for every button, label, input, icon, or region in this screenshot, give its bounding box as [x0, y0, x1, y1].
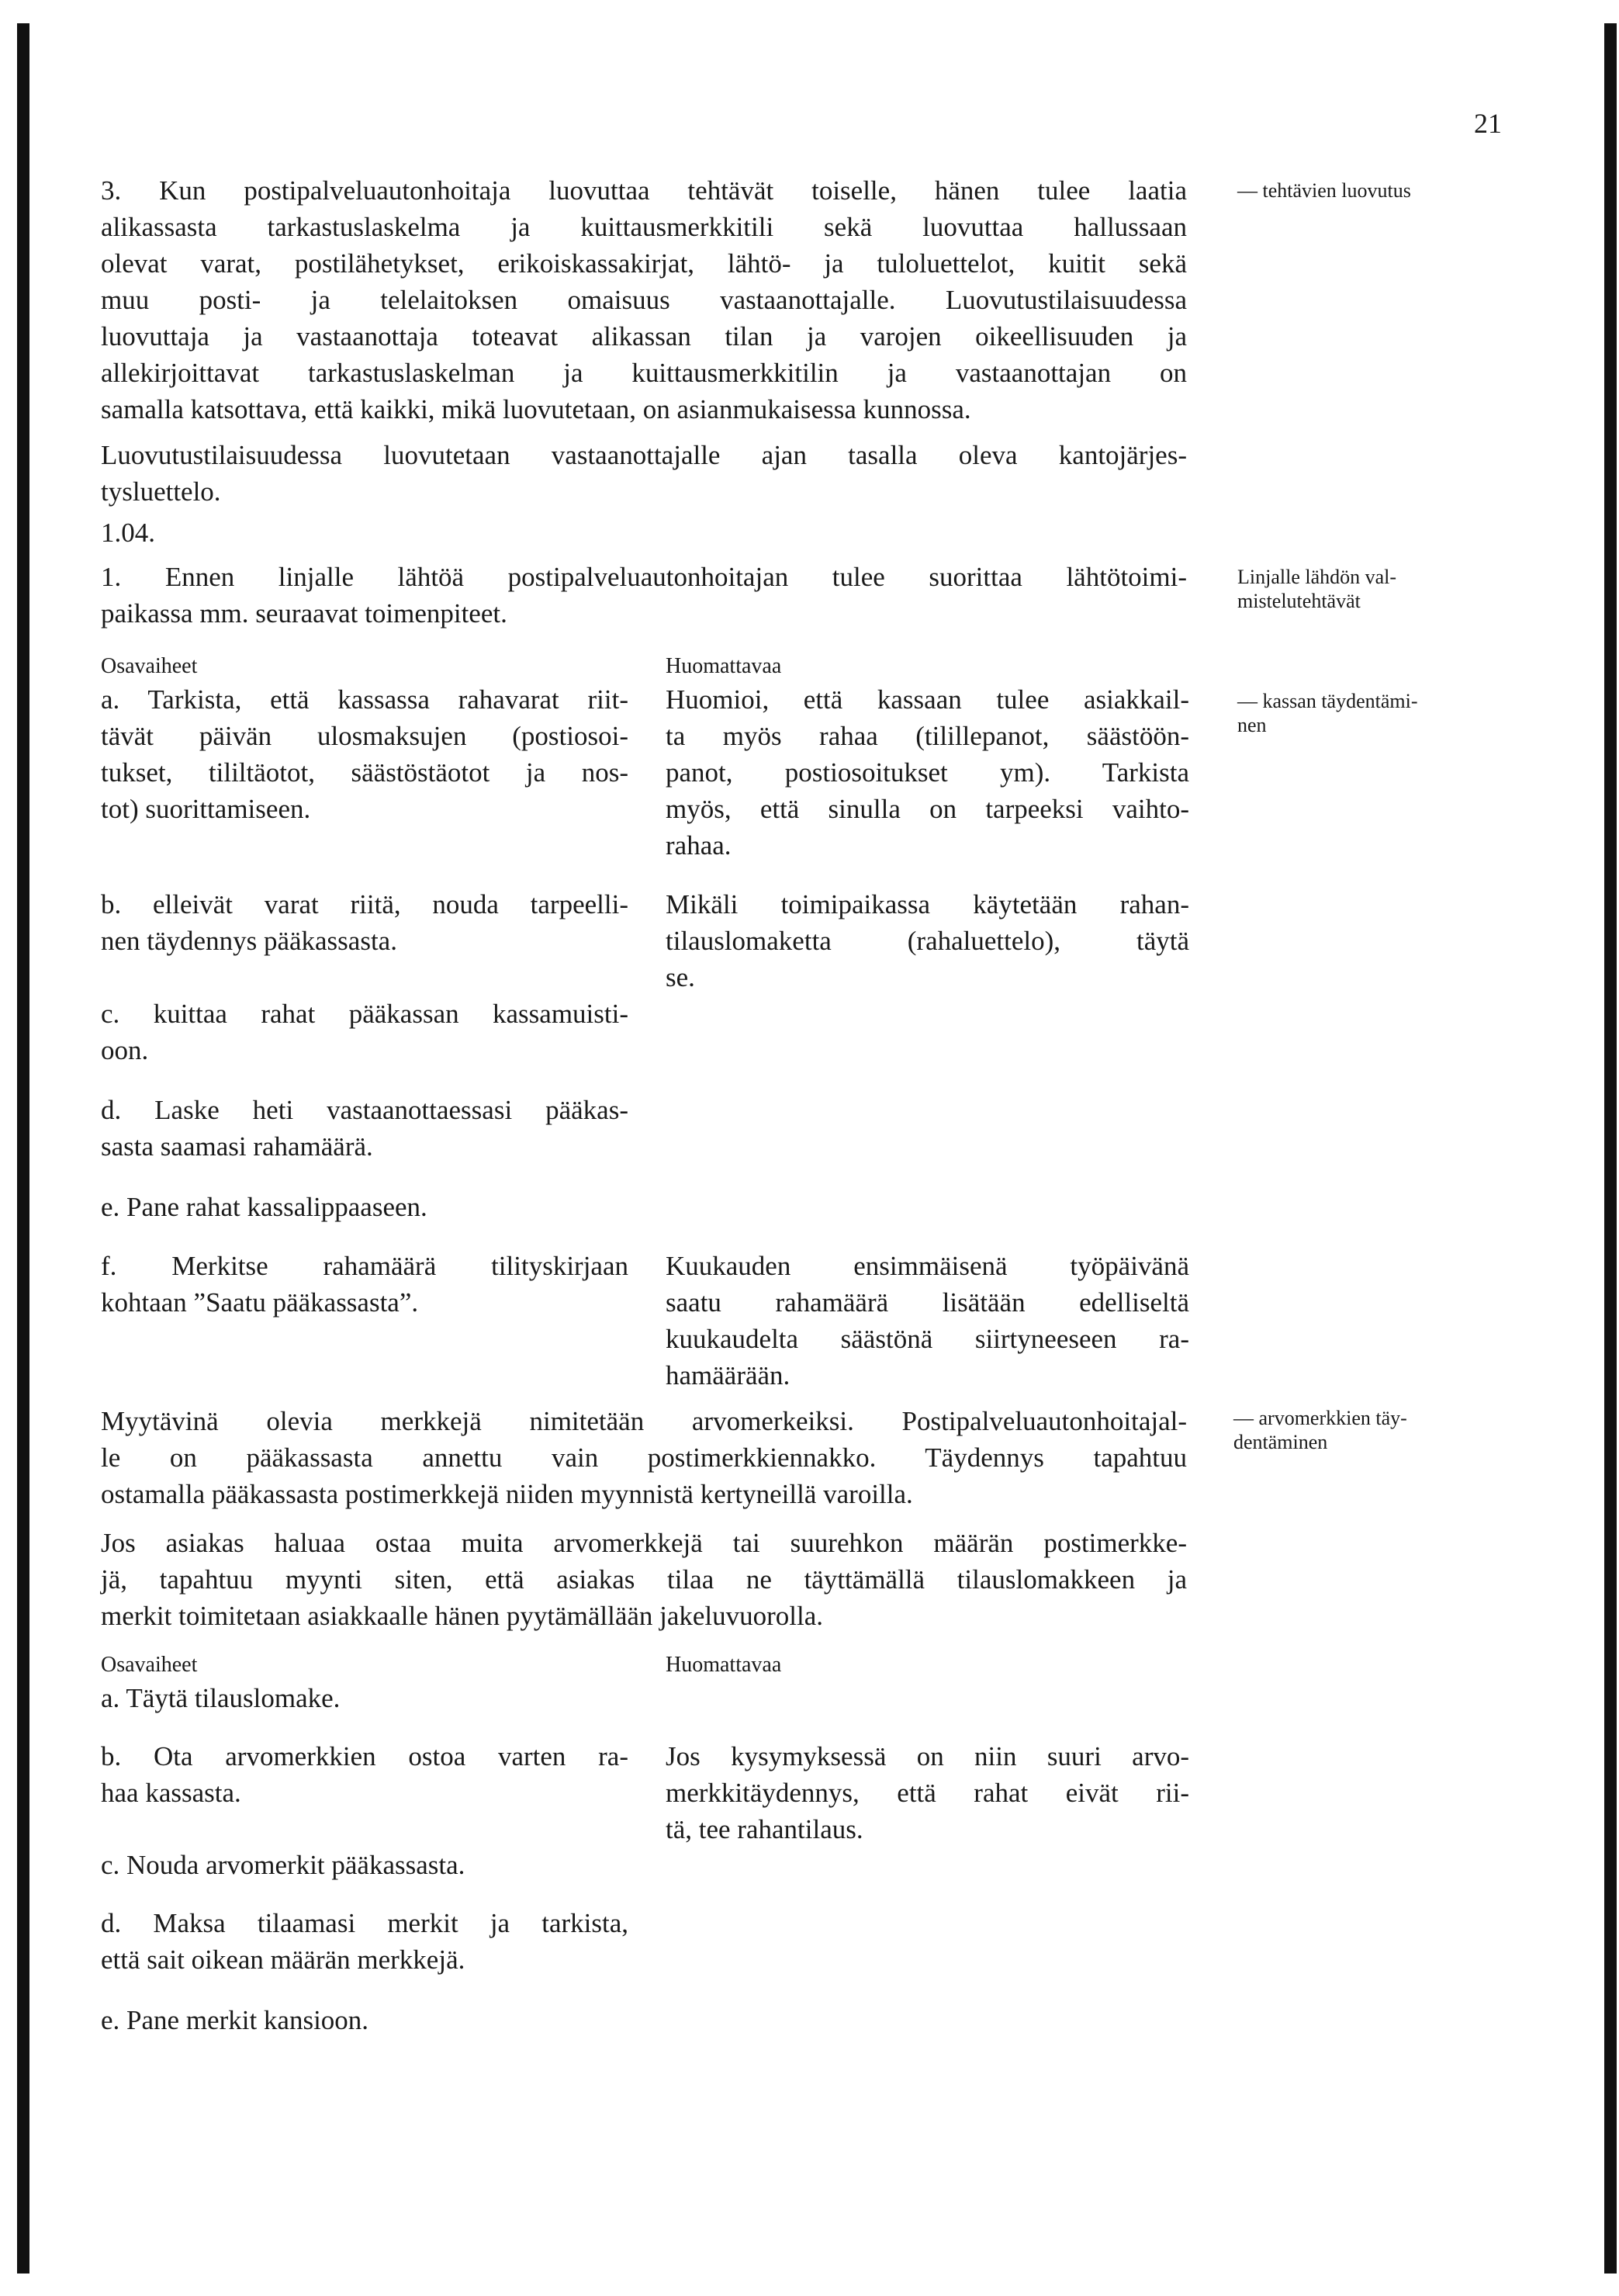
table-2-step-b	[101, 1738, 628, 1811]
margin-note-line: — kassan täydentämi-	[1237, 690, 1418, 712]
text-line: d. Laske heti vastaanottaessasi pääkas-	[101, 1095, 628, 1125]
margin-note-line: Linjalle lähdön val-	[1237, 566, 1397, 588]
margin-note-handover: — tehtävien luovutus	[1237, 179, 1411, 202]
text-line: muu posti- ja telelaitoksen omaisuus vastaanottajalle. Luovutustilaisuudessa	[101, 285, 1187, 315]
text-line: merkkitäydennys, että rahat eivät rii-	[666, 1778, 1189, 1808]
text-line: haa kassasta.	[101, 1778, 241, 1808]
stamps-paragraph	[101, 1403, 1187, 1512]
text-line: d. Maksa tilaamasi merkit ja tarkista,	[101, 1908, 628, 1938]
text-line: Jos asiakas haluaa ostaa muita arvomerkkejä tai suurehkon määrän postimerkke-	[101, 1528, 1187, 1558]
text-line: oon.	[101, 1035, 149, 1065]
text-line: a. Tarkista, että kassassa rahavarat riit-	[101, 684, 628, 715]
text-line: le on pääkassasta annettu vain postimerkkiennakko. Täydennys tapahtuu	[101, 1442, 1187, 1473]
table-1-step-f	[101, 1248, 628, 1321]
margin-note-departure	[1237, 565, 1396, 613]
page-number: 21	[1474, 108, 1502, 139]
text-line: merkit toimitetaan asiakkaalle hänen pyytämällään jakeluvuorolla.	[101, 1601, 824, 1631]
text-line: panot, postiosoitukset ym). Tarkista	[666, 757, 1189, 788]
text-line: 3. Kun postipalveluautonhoitaja luovuttaa tehtävät toiselle, hänen tulee laatia	[101, 175, 1187, 206]
text-line: c. kuittaa rahat pääkassan kassamuisti-	[101, 999, 628, 1029]
table-2-step-a	[101, 1680, 628, 1716]
table-1-step-d	[101, 1092, 628, 1165]
text-line: Huomioi, että kassaan tulee asiakkail-	[666, 684, 1189, 715]
text-line: tä, tee rahantilaus.	[666, 1814, 863, 1844]
text-line: f. Merkitse rahamäärä tilityskirjaan	[101, 1251, 628, 1281]
text-line: että sait oikean määrän merkkejä.	[101, 1945, 465, 1975]
text-line: Jos kysymyksessä on niin suuri arvo-	[666, 1741, 1189, 1771]
text-line: e. Pane merkit kansioon.	[101, 2005, 369, 2035]
table-1-step-e	[101, 1189, 628, 1225]
text-line: b. Ota arvomerkkien ostoa varten ra-	[101, 1741, 628, 1771]
text-line: e. Pane rahat kassalippaaseen.	[101, 1192, 427, 1222]
scan-edge-left	[17, 23, 29, 2273]
text-line: tukset, tililtäotot, säästöstäotot ja nos-	[101, 757, 628, 788]
margin-note-line: mistelutehtävät	[1237, 590, 1361, 612]
margin-note-line: — arvomerkkien täy-	[1233, 1407, 1407, 1429]
text-line: luovuttaja ja vastaanottaja toteavat alikassan tilan ja varojen oikeellisuuden ja	[101, 321, 1187, 351]
margin-note-stamp-topup	[1233, 1406, 1407, 1454]
text-line: Mikäli toimipaikassa käytetään rahan-	[666, 889, 1189, 919]
text-line: alikassasta tarkastuslaskelma ja kuittausmerkkitili sekä luovuttaa hallussaan	[101, 212, 1187, 242]
text-line: myös, että sinulla on tarpeeksi vaihto-	[666, 794, 1189, 824]
scan-edge-right	[1604, 23, 1617, 2273]
text-line: sasta saamasi rahamäärä.	[101, 1131, 373, 1162]
text-line: 1. Ennen linjalle lähtöä postipalveluautonhoitajan tulee suorittaa lähtötoimi-	[101, 562, 1187, 592]
table-2-step-d	[101, 1905, 628, 1978]
table-1-step-b	[101, 886, 628, 959]
table-1-step-c	[101, 996, 628, 1068]
section-3-paragraph	[101, 172, 1187, 428]
text-line: paikassa mm. seuraavat toimenpiteet.	[101, 598, 507, 629]
text-line: b. elleivät varat riitä, nouda tarpeelli-	[101, 889, 628, 919]
section-1-paragraph	[101, 559, 1187, 632]
table-2-note-b	[666, 1738, 1189, 1848]
table-1-note-b	[666, 886, 1189, 996]
text-line: se.	[666, 962, 695, 992]
text-line: jä, tapahtuu myynti siten, että asiakas tilaa ne täyttämällä tilauslomakkeen ja	[101, 1564, 1187, 1595]
table-2-step-e	[101, 2002, 628, 2038]
table-1-note-f	[666, 1248, 1189, 1394]
text-line: Kuukauden ensimmäisenä työpäivänä	[666, 1251, 1189, 1281]
text-line: tot) suorittamiseen.	[101, 794, 311, 824]
table-2-step-c	[101, 1847, 628, 1883]
table-1-note-a	[666, 681, 1189, 864]
text-line: c. Nouda arvomerkit pääkassasta.	[101, 1850, 465, 1880]
text-line: olevat varat, postilähetykset, erikoiskassakirjat, lähtö- ja tuloluettelot, kuitit sekä	[101, 248, 1187, 279]
table-1-head-right: Huomattavaa	[666, 654, 782, 678]
text-line: tilauslomaketta (rahaluettelo), täytä	[666, 926, 1189, 956]
section-heading: 1.04.	[101, 518, 155, 548]
margin-note-cash-topup	[1237, 689, 1418, 737]
text-line: samalla katsottava, että kaikki, mikä luovutetaan, on asianmukaisessa kunnossa.	[101, 394, 971, 424]
text-line: kohtaan ”Saatu pääkassasta”.	[101, 1287, 419, 1318]
table-1-step-a	[101, 681, 628, 827]
margin-note-line: dentäminen	[1233, 1431, 1328, 1453]
table-1-head-left: Osavaiheet	[101, 654, 198, 678]
text-line: kuukaudelta säästönä siirtyneeseen ra-	[666, 1324, 1189, 1354]
text-line: rahaa.	[666, 830, 732, 861]
text-line: ostamalla pääkassasta postimerkkejä niiden myynnistä kertyneillä varoilla.	[101, 1479, 913, 1509]
text-line: allekirjoittavat tarkastuslaskelman ja kuittausmerkkitilin ja vastaanottajan on	[101, 358, 1187, 388]
text-line: a. Täytä tilauslomake.	[101, 1683, 341, 1713]
text-line: tysluettelo.	[101, 476, 221, 507]
margin-note-line: nen	[1237, 714, 1267, 736]
text-line: hamäärään.	[666, 1360, 790, 1390]
text-line: tävät päivän ulosmaksujen (postiosoi-	[101, 721, 628, 751]
text-line: ta myös rahaa (tilillepanot, säästöön-	[666, 721, 1189, 751]
table-2-head-left: Osavaiheet	[101, 1653, 198, 1677]
handover-list-paragraph	[101, 437, 1187, 510]
text-line: Myytävinä olevia merkkejä nimitetään arvomerkeiksi. Postipalveluautonhoitajal-	[101, 1406, 1187, 1436]
text-line: Luovutustilaisuudessa luovutetaan vastaanottajalle ajan tasalla oleva kantojärjes-	[101, 440, 1187, 470]
text-line: saatu rahamäärä lisätään edelliseltä	[666, 1287, 1189, 1318]
table-2-head-right: Huomattavaa	[666, 1653, 782, 1677]
order-paragraph	[101, 1525, 1187, 1634]
text-line: nen täydennys pääkassasta.	[101, 926, 397, 956]
